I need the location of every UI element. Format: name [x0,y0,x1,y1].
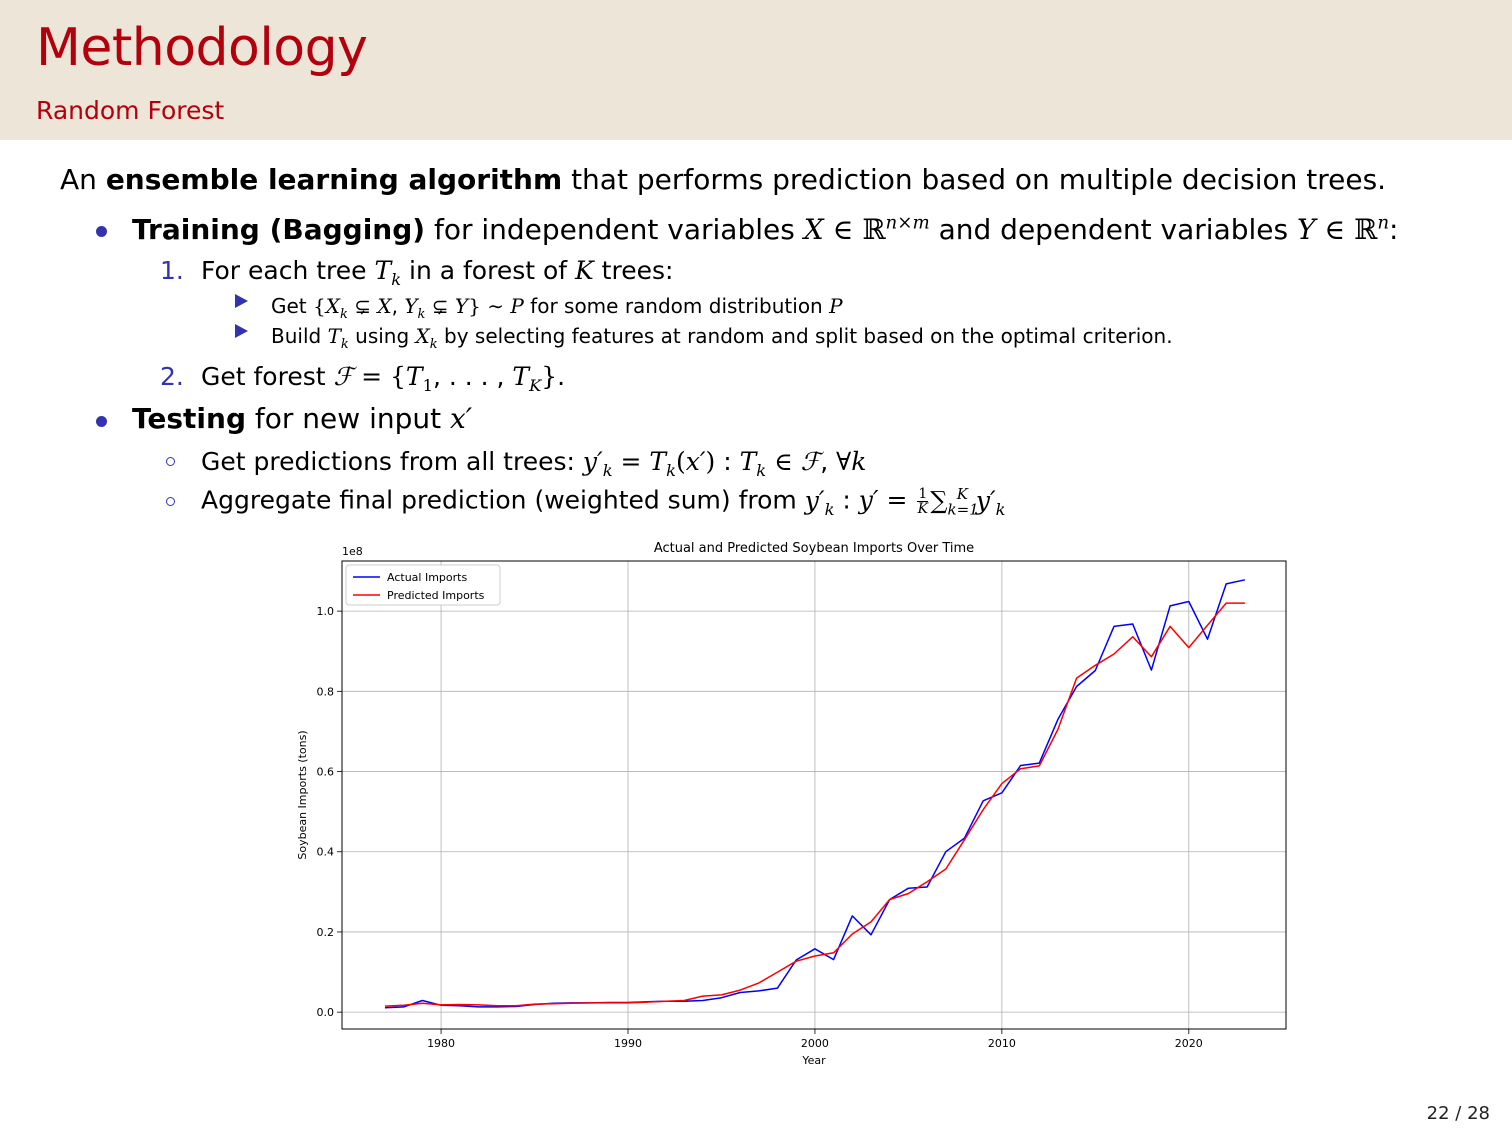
intro-prefix: An [60,163,106,196]
y-tick-label: 0.4 [316,845,334,859]
sub-item-build: Build $T_k$ using $X_k$ by selecting features at random and split based on the optimal criterion. [271,324,1173,352]
sub-item-get-part: Get [271,294,314,318]
x-tick-label: 2010 [987,1037,1016,1050]
test-item-predictions-part: Get predictions from all trees: [201,447,583,476]
imports-line-chart [280,534,1300,1074]
sub-item-build-part: Build [271,324,328,348]
training-text-2: and dependent variables [929,213,1297,246]
bullet-dot [96,416,107,427]
intro-suffix: that performs prediction based on multiple decision trees. [562,163,1387,196]
bullet-dot [96,226,107,237]
x-tick-label: 1980 [427,1037,456,1050]
y-tick-label: 1.0 [316,605,334,619]
test-item-aggregate-part: Aggregate final prediction (weighted sum) from [201,485,805,515]
x-tick-label: 1990 [614,1037,643,1050]
test-item-predictions: Get predictions from all trees: $y'_k = T_k(x')$ : $T_k$ ∈ ℱ, ∀k [201,447,867,480]
training-bullet: Training (Bagging) for independent variables X ∈ ℝ$^{n\times m}$ and dependent variables Y ∈ ℝ$^n$: [132,212,1399,246]
intro-bold: ensemble learning algorithm [105,163,563,196]
legend-label-actual: Actual Imports [387,571,468,584]
test-item-aggregate-part-2: : [834,485,859,515]
step-1-part: For each tree [201,256,375,285]
triangle-bullet-icon [235,294,248,308]
sub-item-get: Get {$X_k$ ⊊ X, $Y_k$ ⊊ Y} ∼ P for some random distribution P [271,294,843,322]
step-1-text: For each tree $T_k$ in a forest of K trees: [201,256,674,289]
chart-title: Actual and Predicted Soybean Imports Over Time [653,541,975,556]
step-number: 2. [160,362,184,391]
step-1-part-3: trees: [593,256,674,285]
y-scale-label: 1e8 [342,545,363,558]
y-tick-label: 0.8 [316,685,334,699]
step-number: 1. [160,256,184,285]
circle-bullet-icon [166,497,175,506]
training-bold: Training (Bagging) [132,213,426,246]
triangle-bullet-icon [235,324,248,338]
slide-title: Methodology [36,18,368,78]
testing-bold: Testing [132,402,246,435]
y-tick-label: 0.6 [316,765,334,779]
training-text: for independent variables [425,213,804,246]
step-2-part: Get forest [201,362,334,391]
x-tick-label: 2020 [1174,1037,1203,1050]
y-axis-label: Soybean Imports (tons) [296,730,309,860]
slide-header [0,0,1512,140]
plot-frame [342,561,1286,1029]
x-tick-label: 2000 [800,1037,829,1050]
legend-label-predicted: Predicted Imports [387,589,485,602]
x-axis-label: Year [802,1054,826,1067]
step-1-part-2: in a forest of [401,256,576,285]
test-item-aggregate: Aggregate final prediction (weighted sum) from $y'_k$ : y′ = $\frac{1}{K}$ $\sum_{k=1}^K$ $y'_k$ [201,485,1006,519]
slide-subtitle: Random Forest [36,96,225,125]
chart-legend [346,565,500,605]
sub-item-build-part-2: using [348,324,416,348]
sub-item-build-part-3: by selecting features at random and split based on the optimal criterion. [437,324,1173,348]
chart-grid [342,561,1286,1029]
page-number: 22 / 28 [1426,1103,1490,1124]
y-tick-label: 0.0 [316,1006,334,1020]
step-2-text: Get forest ℱ = {$T_1$, . . . , $T_K$}. [201,362,566,395]
sub-item-get-part-2: for some random distribution [523,294,830,318]
circle-bullet-icon [166,457,175,466]
intro-sentence [60,163,1387,196]
y-tick-label: 0.2 [316,925,334,939]
testing-bullet: Testing for new input x′ [132,402,473,435]
testing-text: for new input [246,402,450,435]
